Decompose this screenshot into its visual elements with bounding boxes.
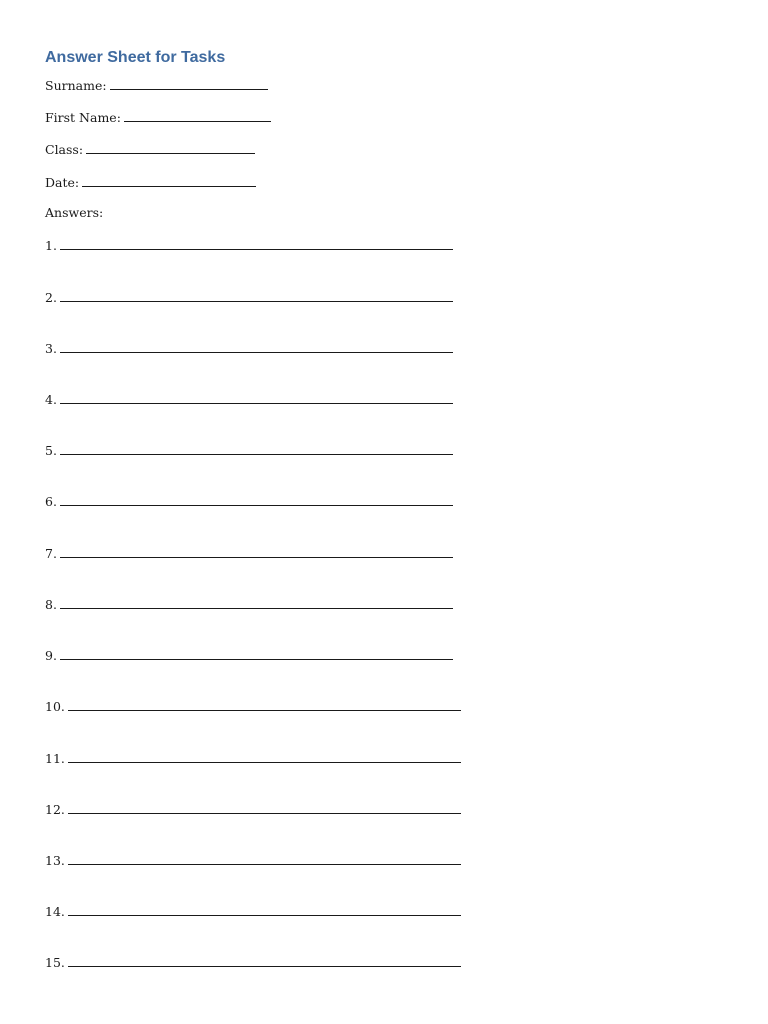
answer-number: 7. bbox=[45, 546, 57, 561]
answer-number: 10. bbox=[45, 699, 65, 714]
answer-number: 15. bbox=[45, 955, 65, 970]
answer-item[interactable] bbox=[45, 390, 453, 408]
answer-item[interactable] bbox=[45, 339, 453, 357]
answer-number: 4. bbox=[45, 392, 57, 407]
surname-label: Surname: bbox=[45, 78, 107, 93]
answer-number: 14. bbox=[45, 904, 65, 919]
answer-number: 9. bbox=[45, 648, 57, 663]
answer-number: 8. bbox=[45, 597, 57, 612]
answer-blank-line[interactable] bbox=[60, 595, 453, 609]
answer-blank-line[interactable] bbox=[60, 236, 453, 250]
answer-item[interactable] bbox=[45, 953, 461, 971]
answer-item[interactable] bbox=[45, 288, 453, 306]
answer-item[interactable] bbox=[45, 595, 453, 613]
class-field[interactable] bbox=[45, 140, 255, 158]
first-name-blank-line[interactable] bbox=[124, 108, 271, 122]
answer-item[interactable] bbox=[45, 441, 453, 459]
surname-field[interactable] bbox=[45, 76, 268, 94]
answer-blank-line[interactable] bbox=[68, 749, 461, 763]
class-blank-line[interactable] bbox=[86, 140, 255, 154]
answer-item[interactable] bbox=[45, 697, 461, 715]
answer-blank-line[interactable] bbox=[68, 851, 461, 865]
answer-number: 2. bbox=[45, 290, 57, 305]
answer-blank-line[interactable] bbox=[68, 902, 461, 916]
date-field[interactable] bbox=[45, 173, 256, 191]
page-title: Answer Sheet for Tasks bbox=[45, 49, 226, 66]
answer-blank-line[interactable] bbox=[68, 697, 461, 711]
answer-blank-line[interactable] bbox=[68, 800, 461, 814]
answer-blank-line[interactable] bbox=[60, 544, 453, 558]
answer-item[interactable] bbox=[45, 236, 453, 254]
answer-blank-line[interactable] bbox=[60, 288, 453, 302]
answer-number: 13. bbox=[45, 853, 65, 868]
answer-item[interactable] bbox=[45, 646, 453, 664]
first-name-label: First Name: bbox=[45, 110, 121, 125]
answer-item[interactable] bbox=[45, 492, 453, 510]
answers-heading: Answers: bbox=[45, 205, 104, 220]
answer-blank-line[interactable] bbox=[60, 646, 453, 660]
answer-item[interactable] bbox=[45, 902, 461, 920]
answer-number: 1. bbox=[45, 238, 57, 253]
answer-number: 3. bbox=[45, 341, 57, 356]
date-label: Date: bbox=[45, 175, 80, 190]
answer-blank-line[interactable] bbox=[60, 390, 453, 404]
answer-number: 6. bbox=[45, 494, 57, 509]
date-blank-line[interactable] bbox=[82, 173, 256, 187]
answer-number: 5. bbox=[45, 443, 57, 458]
answer-item[interactable] bbox=[45, 544, 453, 562]
class-label: Class: bbox=[45, 142, 84, 157]
answer-blank-line[interactable] bbox=[68, 953, 461, 967]
answer-number: 12. bbox=[45, 802, 65, 817]
answer-blank-line[interactable] bbox=[60, 492, 453, 506]
first-name-field[interactable] bbox=[45, 108, 271, 126]
answer-blank-line[interactable] bbox=[60, 441, 453, 455]
answer-item[interactable] bbox=[45, 800, 461, 818]
surname-blank-line[interactable] bbox=[110, 76, 268, 90]
answer-item[interactable] bbox=[45, 749, 461, 767]
answer-number: 11. bbox=[45, 751, 65, 766]
answer-item[interactable] bbox=[45, 851, 461, 869]
answer-blank-line[interactable] bbox=[60, 339, 453, 353]
